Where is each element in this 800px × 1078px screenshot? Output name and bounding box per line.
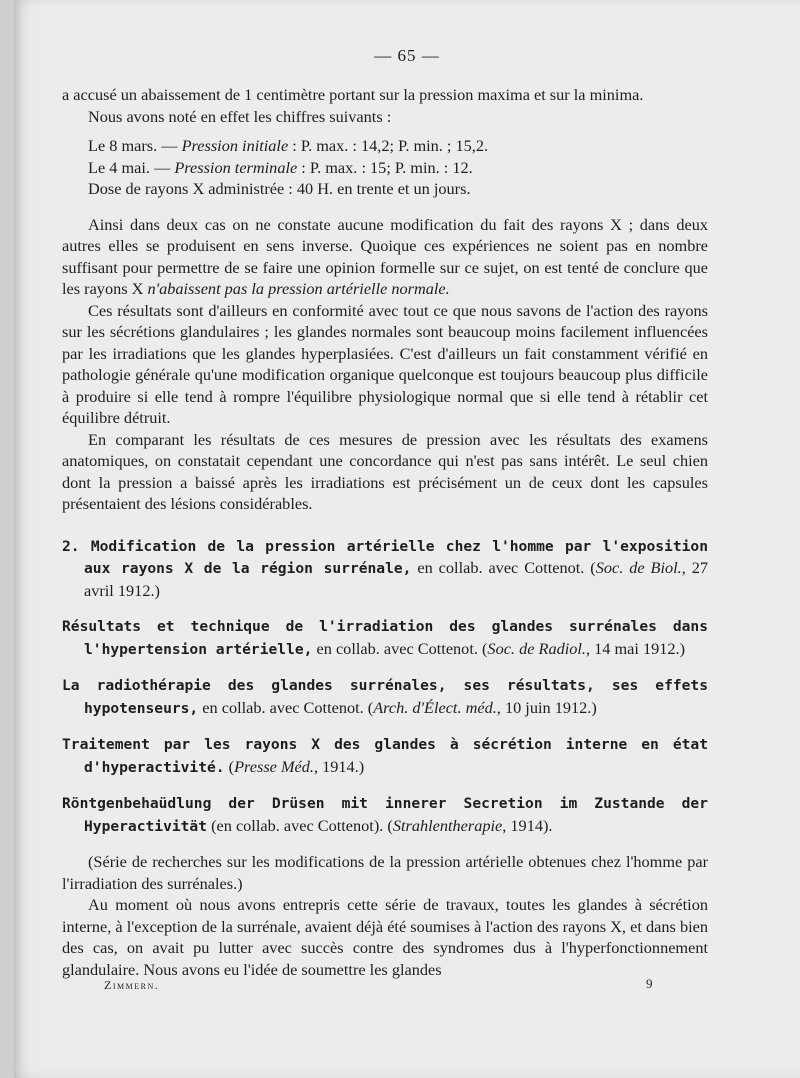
paragraph-figures-intro: Nous avons noté en effet les chiffres suivants : (88, 106, 392, 126)
publication-authors: en collab. avec Cottenot. ( (312, 638, 488, 658)
publication-title: 2. Modification de la pression artérielle chez l'homme par l'exposition aux rayons X de la région surrénale, (62, 537, 708, 577)
publication-entry (62, 733, 708, 778)
publication-date: , 10 juin 1912.) (496, 697, 597, 717)
paragraph-introduction-research: Au moment où nous avons entrepris cette série de travaux, toutes les glandes à sécrétion interne, à l'exception de la surrénale, avaient déjà été soumises à l'action des rayons X, et dans bien des cas, on avait pu lutter avec succès contre des syndromes dus à l'hyperfonctionnement glandulaire. Nous avons eu l'idée de soumettre les glandes (62, 895, 708, 979)
conclusion-emphasis: n'abaissent pas la pression artérielle normale. (147, 279, 450, 298)
publication-date: , 1914.) (313, 756, 365, 776)
publication-authors: ( (224, 756, 235, 776)
publication-authors: (en collab. avec Cottenot). ( (207, 815, 393, 835)
publication-journal: Strahlentherapie (392, 815, 503, 835)
final-pressure-values: : P. max. : 15; P. min. : 12. (297, 157, 473, 177)
publication-date: , 14 mai 1912.) (586, 638, 686, 658)
page-number: — 65 — (374, 46, 440, 65)
initial-pressure-values: : P. max. : 14,2; P. min. ; 15,2. (288, 136, 489, 155)
publication-date: , 1914). (502, 815, 553, 835)
page-content (62, 84, 708, 980)
pressure-final-line (88, 157, 708, 179)
author-signature-mark: Zimmern. (104, 978, 160, 992)
publication-entry (62, 615, 708, 660)
publication-authors: en collab. avec Cottenot. ( (411, 558, 596, 577)
publication-date: , 27 avril 1912.) (84, 558, 708, 600)
publication-journal: Soc. de Biol. (595, 558, 682, 577)
signature-number: 9 (646, 976, 653, 991)
publication-title: Résultats et technique de l'irradiation des glandes surrénales dans l'hypertension artérielle, (62, 618, 708, 658)
date-march: Le 8 mars. — (88, 136, 182, 155)
publication-authors: en collab. avec Cottenot. ( (198, 697, 374, 717)
paragraph-results: Ces résultats sont d'ailleurs en conformité avec tout ce que nous savons de l'action des rayons sur les sécrétions glandulaires ; les glandes normales sont beaucoup moins facilement influencées par les irradiations que les glandes hyperplasiées. C'est d'ailleurs un fait constamment vérifié en pathologie générale qu'une modification organique quelconque est toujours beaucoup plus difficile à produire si elle tend à rompre l'équilibre physiologique normal que si elle tend à rétablir cet équilibre détruit. (62, 300, 708, 427)
paragraph-continuation: a accusé un abaissement de 1 centimètre portant sur la pression maxima et sur la minima. (62, 85, 644, 104)
paragraph-conclusion (62, 214, 708, 300)
publication-title: La radiothérapie des glandes surrénales, ses résultats, ses effets hypotenseurs, (62, 677, 708, 717)
paragraph-comparison: En comparant les résultats de ces mesures de pression avec les résultats des examens anatomiques, on constatait cependant une concordance qui n'est pas sans intérêt. Le seul chien dont la pression a baissé après les irradiations est précisément un de ceux dont les capsules présentaient des lésions considérables. (62, 429, 708, 513)
conclusion-text: Ainsi dans deux cas on ne constate aucune modification du fait des rayons X ; dans deux autres elles se produisent en sens inverse. Quoique ces expériences ne soient pas en nombre suffisant pour permettre de se faire une opinion formelle sur ce sujet, on est tenté de conclure que les rayons X (62, 214, 708, 298)
publication-title: Traitement par les rayons X des glandes à sécrétion interne en état d'hyperactivité. (62, 736, 708, 776)
paragraph-series-note: (Série de recherches sur les modifications de la pression artérielle obtenues chez l'homme par l'irradiation des surrénales.) (62, 852, 708, 893)
xray-dose-line: Dose de rayons X administrée : 40 H. en trente et un jours. (88, 179, 471, 198)
book-page (14, 0, 800, 1078)
publication-entry (62, 674, 708, 719)
publication-journal: Presse Méd. (234, 756, 314, 776)
initial-pressure-label: Pression initiale (181, 136, 289, 155)
date-may: Le 4 mai. — (88, 157, 175, 177)
publication-entry (62, 535, 708, 602)
pressure-initial-line (88, 135, 708, 157)
publication-title: Röntgenbehaüdlung der Drüsen mit innerer Secretion im Zustande der Hyperactivität (62, 795, 708, 835)
publication-journal: Soc. de Radiol. (487, 638, 586, 658)
publication-journal: Arch. d'Élect. méd. (373, 697, 497, 717)
final-pressure-label: Pression terminale (174, 157, 298, 177)
publication-entry (62, 792, 708, 837)
